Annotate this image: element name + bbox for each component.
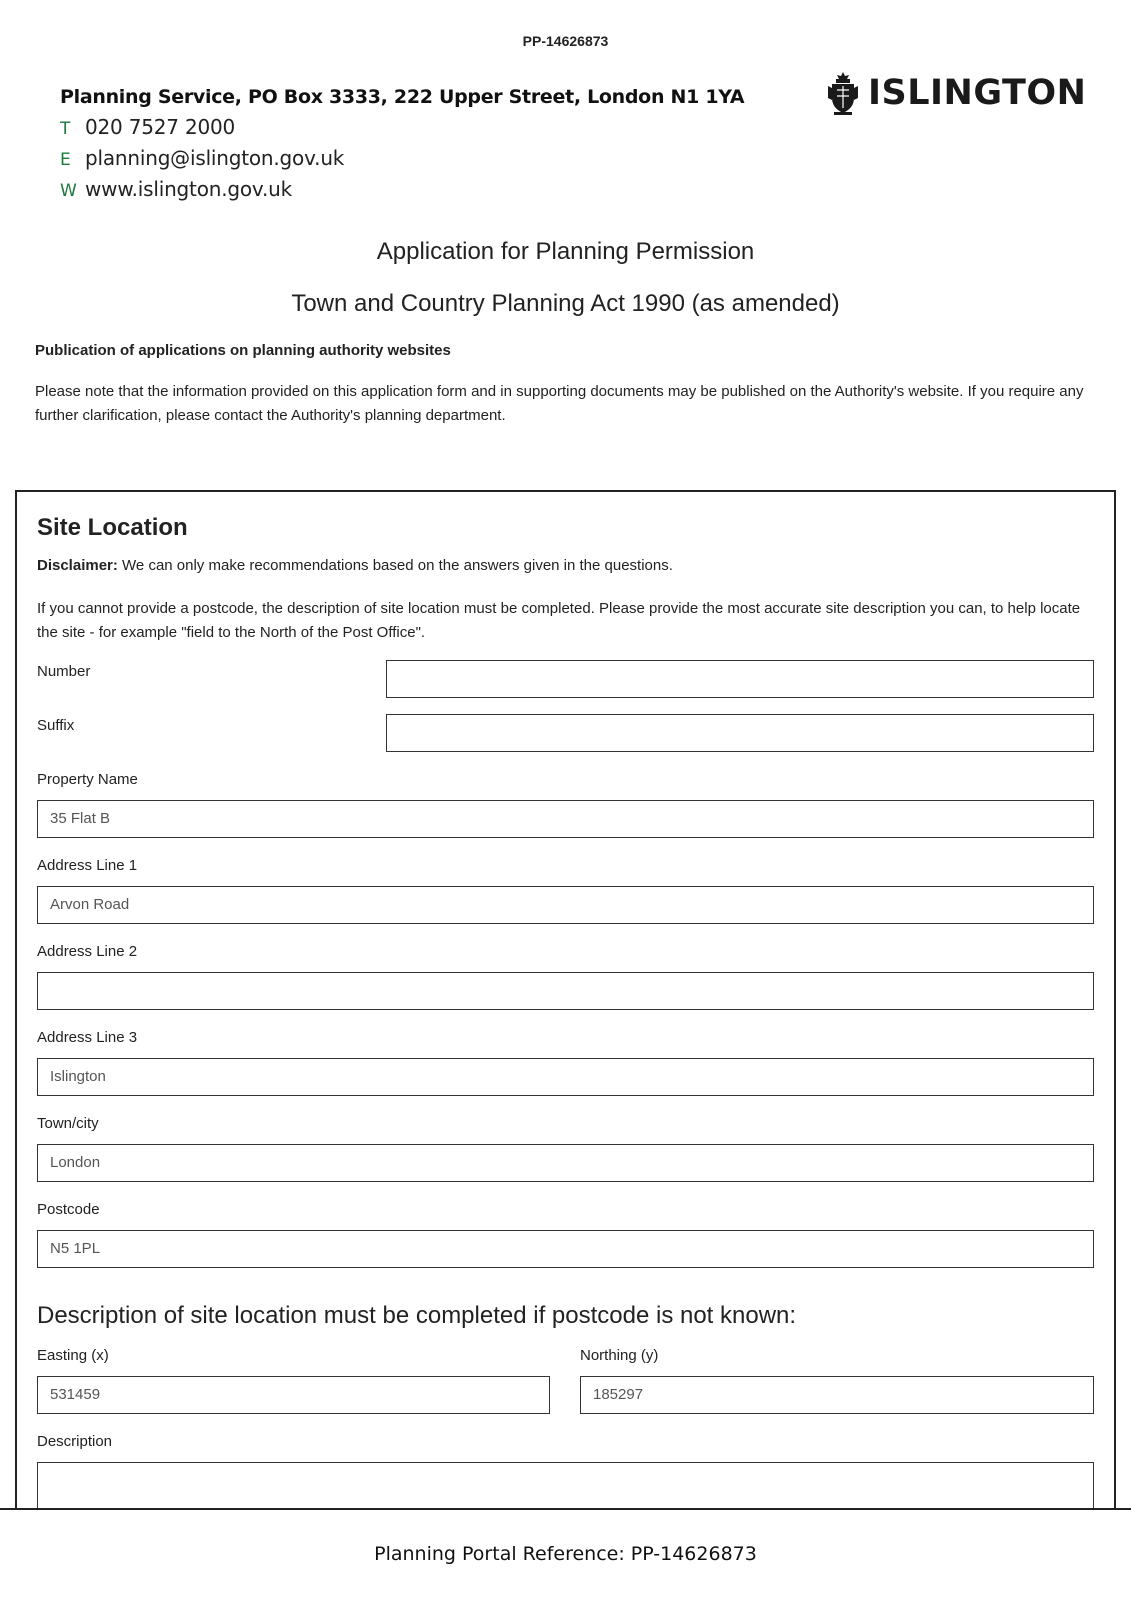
postcode-field[interactable]: N5 1PL [37,1230,1094,1268]
phone-row [60,115,744,139]
publication-notice: Please note that the information provided on this application form and in supporting documents may be published on the Authority's website. If you require any further clarification, please contact the Authority's planning department. [35,383,1084,424]
phone-number: 020 7527 2000 [85,115,236,139]
disclaimer [37,557,673,574]
form-subtitle: Town and Country Planning Act 1990 (as amended) [291,290,840,317]
description-field[interactable] [37,1462,1094,1510]
postcode-label: Postcode [37,1201,100,1218]
address-line-2-field[interactable] [37,972,1094,1010]
address-line-1-field[interactable]: Arvon Road [37,886,1094,924]
address-line-1-label: Address Line 1 [37,857,138,874]
crest-icon [826,70,860,116]
section-heading: Site Location [37,514,188,541]
website-link[interactable]: www.islington.gov.uk [85,177,292,201]
number-field[interactable] [386,660,1094,698]
form-title: Application for Planning Permission [376,238,755,265]
suffix-label: Suffix [37,717,75,734]
council-address: Planning Service, PO Box 3333, 222 Upper Street, London N1 1YA [60,86,745,108]
description-heading: Description of site location must be completed if postcode is not known: [37,1302,797,1329]
email-address[interactable]: planning@islington.gov.uk [85,146,345,170]
property-name-label: Property Name [37,771,138,788]
easting-field[interactable]: 531459 [37,1376,550,1414]
number-label: Number [37,663,91,680]
description-label: Description [37,1433,113,1450]
islington-logo [826,70,1086,116]
suffix-field[interactable] [386,714,1094,752]
disclaimer-text: We can only make recommendations based on the answers given in the questions. [117,557,673,574]
northing-field[interactable]: 185297 [580,1376,1094,1414]
email-row [60,146,744,170]
footer-divider [0,1508,1131,1510]
town-field[interactable]: London [37,1144,1094,1182]
web-prefix: W [60,181,77,201]
disclaimer-label: Disclaimer: [37,557,118,574]
reference-number: PP-14626873 [522,33,609,49]
web-row [60,177,744,201]
letterhead [60,86,744,201]
address-line-3-label: Address Line 3 [37,1029,138,1046]
publication-heading: Publication of applications on planning authority websites [35,342,451,359]
address-line-2-label: Address Line 2 [37,943,138,960]
footer-reference: Planning Portal Reference: PP-14626873 [374,1543,757,1565]
address-line-3-field[interactable]: Islington [37,1058,1094,1096]
logo-wordmark: ISLINGTON [868,73,1087,113]
property-name-field[interactable]: 35 Flat B [37,800,1094,838]
phone-prefix: T [60,119,71,139]
northing-label: Northing (y) [580,1347,659,1364]
easting-label: Easting (x) [37,1347,109,1364]
site-instructions: If you cannot provide a postcode, the description of site location must be completed. Please provide the most accurate site description you can, to help locate the site - for example "field to the North of the Post Office". [37,600,1081,641]
town-label: Town/city [37,1115,99,1132]
email-prefix: E [60,150,71,170]
